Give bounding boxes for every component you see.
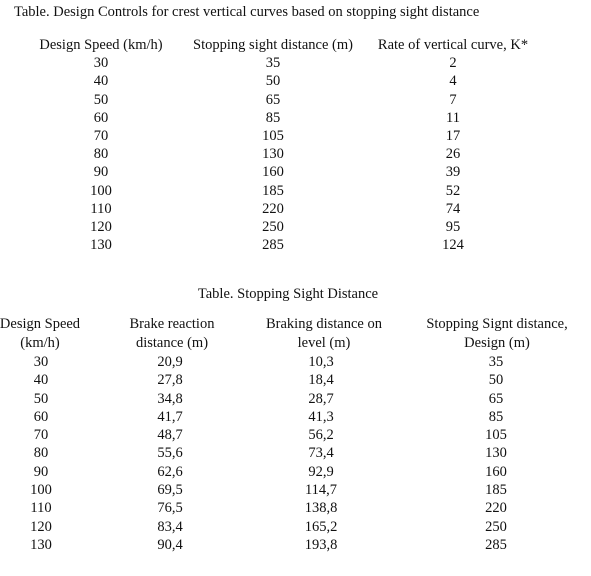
- table2-row: [0, 463, 591, 481]
- table-cell: 70: [93, 127, 109, 144]
- table2-header-braking-distance: Braking distance on level (m): [266, 316, 382, 351]
- table2-row: [0, 371, 591, 389]
- table-cell: 83,4: [157, 518, 183, 535]
- table-cell: 60: [33, 408, 49, 425]
- table-cell: 55,6: [157, 445, 183, 462]
- table-cell: 40: [93, 73, 109, 90]
- table-cell: 17: [445, 127, 461, 144]
- table-cell: 285: [262, 237, 284, 254]
- table-cell: 220: [262, 200, 284, 217]
- table-cell: 185: [262, 182, 284, 199]
- table-cell: 85: [265, 109, 281, 126]
- table-cell: 130: [485, 445, 507, 462]
- table-cell: 100: [90, 182, 112, 199]
- table1: [0, 36, 591, 254]
- table2-title: Table. Stopping Sight Distance: [197, 286, 379, 302]
- table1-row: [0, 72, 591, 90]
- table-cell: 120: [30, 518, 52, 535]
- table-cell: 50: [265, 73, 281, 90]
- table1-row: [0, 236, 591, 254]
- table-cell: 26: [445, 146, 461, 163]
- table-cell: 70: [33, 427, 49, 444]
- table2-row: [0, 518, 591, 536]
- table-cell: 110: [30, 500, 52, 517]
- table1-body: [0, 54, 591, 254]
- table-cell: 41,3: [308, 408, 334, 425]
- table-cell: 34,8: [157, 390, 183, 407]
- table-cell: 28,7: [308, 390, 334, 407]
- table-cell: 100: [30, 482, 52, 499]
- table-cell: 74: [445, 200, 461, 217]
- table-cell: 130: [90, 237, 112, 254]
- table-cell: 18,4: [308, 372, 334, 389]
- table1-row: [0, 145, 591, 163]
- table-cell: 30: [93, 55, 109, 72]
- table-cell: 65: [265, 91, 281, 108]
- table-cell: 27,8: [157, 372, 183, 389]
- table-cell: 90: [93, 164, 109, 181]
- table-cell: 2: [449, 55, 457, 72]
- table-cell: 105: [262, 127, 284, 144]
- table1-header-row: [0, 36, 591, 54]
- table-cell: 80: [93, 146, 109, 163]
- table-cell: 35: [488, 354, 504, 370]
- table1-row: [0, 163, 591, 181]
- table1-row: [0, 127, 591, 145]
- table2-row: [0, 444, 591, 462]
- table1-header-design-speed: Design Speed (km/h): [39, 37, 163, 53]
- table-cell: 90,4: [157, 536, 183, 553]
- table-cell: 160: [262, 164, 284, 181]
- table-cell: 11: [446, 109, 460, 126]
- table-cell: 41,7: [157, 408, 183, 425]
- table1-header-stopping-sight-distance: Stopping sight distance (m): [193, 37, 353, 53]
- table-cell: 160: [485, 463, 507, 480]
- table1-title: Table. Design Controls for crest vertical curves based on stopping sight distance: [14, 4, 480, 20]
- table-cell: 4: [449, 73, 457, 90]
- table-cell: 138,8: [304, 500, 338, 517]
- table2-header-design-speed: Design Speed (km/h): [0, 316, 81, 351]
- table-cell: 120: [90, 218, 112, 235]
- table-cell: 165,2: [304, 518, 338, 535]
- table2-row: [0, 426, 591, 444]
- table-cell: 65: [488, 390, 504, 407]
- table-cell: 30: [33, 354, 49, 370]
- table1-row: [0, 91, 591, 109]
- table-cell: 35: [265, 55, 281, 72]
- table-cell: 110: [90, 200, 112, 217]
- table-cell: 76,5: [157, 500, 183, 517]
- table-cell: 92,9: [308, 463, 334, 480]
- table-cell: 124: [442, 237, 464, 254]
- table-cell: 50: [488, 372, 504, 389]
- table-cell: 95: [445, 218, 461, 235]
- table-cell: 85: [488, 408, 504, 425]
- table1-row: [0, 54, 591, 72]
- table-cell: 114,7: [304, 482, 338, 499]
- table-cell: 69,5: [157, 482, 183, 499]
- table1-row: [0, 109, 591, 127]
- table-cell: 56,2: [308, 427, 334, 444]
- table-cell: 220: [485, 500, 507, 517]
- table-cell: 105: [485, 427, 507, 444]
- table2-row: [0, 353, 591, 371]
- table-cell: 60: [93, 109, 109, 126]
- table2-row: [0, 390, 591, 408]
- table-cell: 48,7: [157, 427, 183, 444]
- table2-row: [0, 536, 591, 554]
- table1-header-rate-of-vertical-curve: Rate of vertical curve, K*: [377, 37, 529, 53]
- table-cell: 250: [262, 218, 284, 235]
- table-cell: 62,6: [157, 463, 183, 480]
- table2-header-brake-reaction-distance: Brake reaction distance (m): [129, 316, 215, 351]
- table-cell: 52: [445, 182, 461, 199]
- table2-row: [0, 499, 591, 517]
- table1-row: [0, 182, 591, 200]
- table-cell: 130: [262, 146, 284, 163]
- table-cell: 7: [449, 91, 457, 108]
- table-cell: 39: [445, 164, 461, 181]
- table2-row: [0, 408, 591, 426]
- table-cell: 50: [33, 390, 49, 407]
- table-cell: 80: [33, 445, 49, 462]
- table2-row: [0, 481, 591, 499]
- table-cell: 40: [33, 372, 49, 389]
- table-cell: 193,8: [304, 536, 338, 553]
- table1-row: [0, 200, 591, 218]
- table-cell: 285: [485, 536, 507, 553]
- table-cell: 73,4: [308, 445, 334, 462]
- table-cell: 185: [485, 482, 507, 499]
- table-cell: 130: [30, 536, 52, 553]
- table-cell: 50: [93, 91, 109, 108]
- table-cell: 10,3: [308, 354, 334, 370]
- table-cell: 20,9: [157, 354, 183, 370]
- table2-body: [0, 353, 591, 554]
- table2-header-stopping-sight-distance-design: Stopping Signt distance, Design (m): [426, 316, 568, 351]
- table-cell: 90: [33, 463, 49, 480]
- table1-row: [0, 218, 591, 236]
- table-cell: 250: [485, 518, 507, 535]
